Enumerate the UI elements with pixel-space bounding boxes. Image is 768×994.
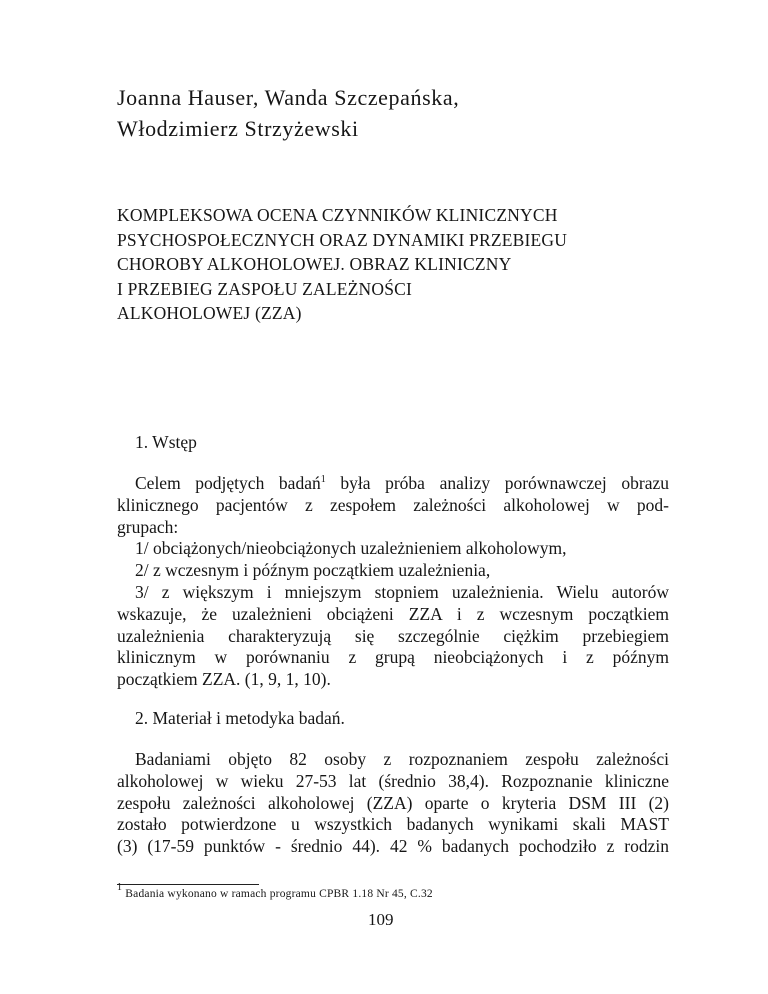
- footnote-text: Badania wykonano w ramach programu CPBR 1.18 Nr 45, C.32: [125, 888, 433, 900]
- title-line-1: KOMPLEKSOWA OCENA CZYNNIKÓW KLINICZNYCH: [117, 205, 558, 225]
- authors: [117, 82, 459, 144]
- section-heading-materials: 2. Materiał i metodyka badań.: [135, 708, 345, 728]
- text-line: [117, 473, 669, 495]
- title-line-3: CHOROBY ALKOHOLOWEJ. OBRAZ KLINICZNY: [117, 254, 512, 274]
- text-line: zostało potwierdzone u wszystkich badanych wynikami skali MAST: [117, 814, 669, 835]
- section-heading-introduction: 1. Wstęp: [135, 432, 197, 452]
- title-line-5: ALKOHOLOWEJ (ZZA): [117, 303, 302, 323]
- article-title: [117, 203, 677, 326]
- authors-line-1: Joanna Hauser, Wanda Szczepańska,: [117, 85, 460, 110]
- section-2-body: [117, 749, 669, 858]
- list-item: 2/ z wczesnym i późnym początkiem uzależnienia,: [135, 560, 491, 581]
- list-item: 1/ obciążonych/nieobciążonych uzależnieniem alkoholowym,: [135, 538, 567, 559]
- list-item: 3/ z większym i mniejszym stopniem uzależnienia. Wielu autorów: [135, 581, 669, 602]
- text-line: klinicznym w porównaniu z grupą nieobciążonych i z późnym: [117, 647, 669, 668]
- text-line: zespołu zależności alkoholowej (ZZA) oparte o kryteria DSM III (2): [117, 792, 669, 813]
- text-line: wskazuje, że uzależnieni obciążeni ZZA i z wczesnym początkiem: [117, 603, 669, 624]
- title-line-2: PSYCHOSPOŁECZNYCH ORAZ DYNAMIKI PRZEBIEGU: [117, 229, 568, 250]
- text-line: klinicznego pacjentów z zespołem zależności alkoholowej w pod-: [117, 494, 669, 515]
- section-1-body: [117, 473, 669, 691]
- footnote: [117, 882, 433, 900]
- text-line: Badaniami objęto 82 osoby z rozpoznaniem zespołu zależności: [135, 749, 669, 769]
- text-line: grupach:: [117, 516, 179, 537]
- text-line: początkiem ZZA. (1, 9, 1, 10).: [117, 669, 331, 690]
- footnote-reference: 1: [320, 474, 326, 485]
- authors-line-2: Włodzimierz Strzyżewski: [117, 116, 359, 141]
- text-line: uzależnienia charakteryzują się szczególnie ciężkim przebiegiem: [117, 625, 669, 646]
- footnote-marker: 1: [117, 882, 123, 893]
- text-fragment: Celem podjętych badań: [135, 473, 321, 493]
- title-line-4: I PRZEBIEG ZASPOŁU ZALEŻNOŚCI: [117, 278, 413, 299]
- text-line: alkoholowej w wieku 27-53 lat (średnio 38,4). Rozpoznanie kliniczne: [117, 770, 669, 791]
- footnote-divider: [117, 884, 259, 885]
- text-line: (3) (17-59 punktów - średnio 44). 42 % badanych pochodziło z rodzin: [117, 836, 669, 857]
- page-number: 109: [368, 910, 394, 929]
- text-fragment: była próba analizy porównawczej obrazu: [325, 473, 669, 493]
